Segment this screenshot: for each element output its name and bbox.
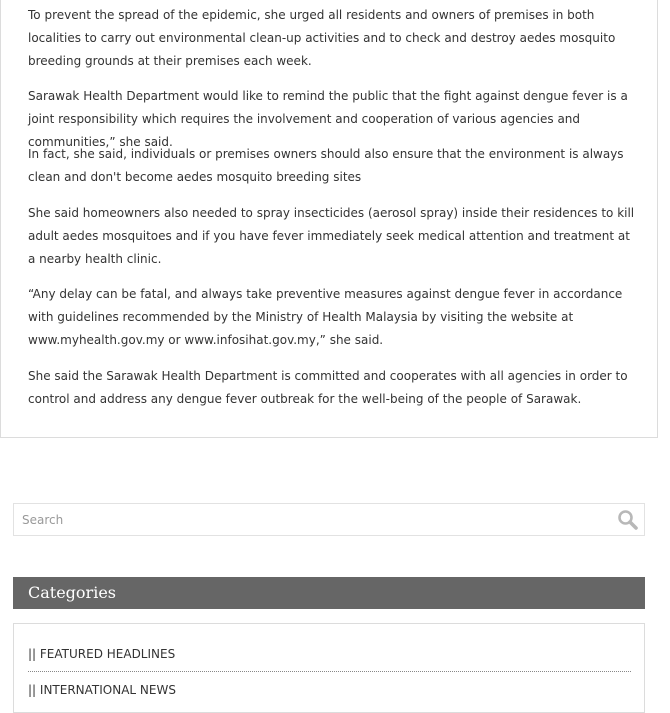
search-input[interactable] bbox=[14, 504, 604, 535]
article-paragraph: In fact, she said, individuals or premises owners should also ensure that the environment is always clean and don't become aedes mosquito breeding sites bbox=[28, 147, 624, 184]
search-widget bbox=[13, 503, 645, 536]
article-paragraph: She said the Sarawak Health Department is committed and cooperates with all agencies in order to control and address any dengue fever outbreak for the well-being of the people of Sarawak. bbox=[28, 369, 628, 406]
article-paragraph: “Any delay can be fatal, and always take preventive measures against dengue fever in accordance with guidelines recommended by the Ministry of Health Malaysia by visiting the website at www.myhealth.gov.my or www.infosihat.gov.my,” she said. bbox=[28, 287, 623, 347]
article-paragraph: Sarawak Health Department would like to remind the public that the fight against dengue fever is a joint responsibility which requires the involvement and cooperation of various agencies and communities,” she said. bbox=[28, 89, 628, 149]
category-divider bbox=[28, 671, 631, 672]
article-paragraph: To prevent the spread of the epidemic, she urged all residents and owners of premises in both localities to carry out environmental clean-up activities and to check and destroy aedes mosquito breeding grounds at their premises each week. bbox=[28, 8, 616, 68]
categories-title: Categories bbox=[28, 583, 116, 602]
category-link-featured-headlines[interactable]: || FEATURED HEADLINES bbox=[28, 647, 176, 661]
article-paragraph: She said homeowners also needed to spray insecticides (aerosol spray) inside their residences to kill adult aedes mosquitoes and if you have fever immediately seek medical attention and treatment at a nearby health clinic. bbox=[28, 206, 635, 266]
category-link-international-news[interactable]: || INTERNATIONAL NEWS bbox=[28, 683, 176, 697]
categories-header bbox=[13, 577, 645, 609]
search-icon[interactable] bbox=[616, 508, 640, 532]
